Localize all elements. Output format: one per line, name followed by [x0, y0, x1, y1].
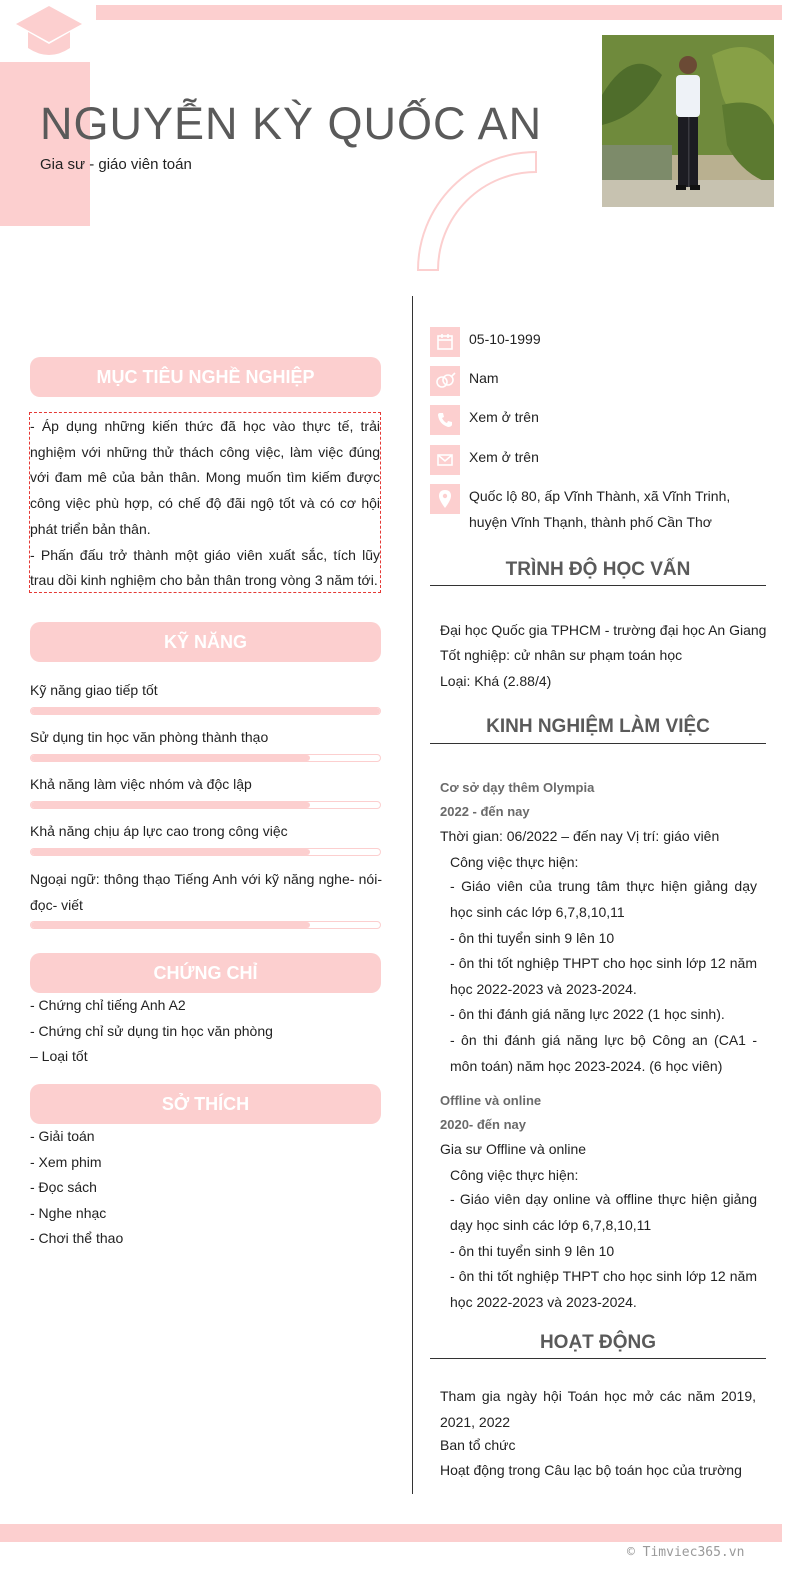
job-company: Offline và online: [440, 1093, 542, 1108]
skill-level-fill: [31, 849, 310, 855]
skill-level-fill: [31, 708, 380, 714]
skill-label: Khả năng chịu áp lực cao trong công việc: [30, 823, 288, 839]
hobby-line: - Xem phim: [30, 1154, 102, 1170]
objective-text-box[interactable]: [29, 412, 381, 593]
phone-value: Xem ở trên: [469, 409, 539, 425]
job-summary: Gia sư Offline và online: [440, 1141, 587, 1157]
education-line: Đại học Quốc gia TPHCM - trường đại học An Giang: [440, 622, 767, 638]
skill-level-fill: [31, 755, 310, 761]
skill-label: Khả năng làm việc nhóm và độc lập: [30, 776, 252, 792]
bottom-accent-bar: [0, 1524, 782, 1542]
job-duties-label: Công việc thực hiện:: [450, 854, 579, 870]
watermark: © Timviec365.vn: [627, 1545, 745, 1560]
top-accent-bar: [96, 5, 782, 20]
gender-value: Nam: [469, 370, 499, 386]
skill-label: Kỹ năng giao tiếp tốt: [30, 682, 158, 698]
column-divider: [412, 296, 413, 1494]
profile-photo: [602, 35, 774, 207]
education-line: Tốt nghiệp: cử nhân sư phạm toán học: [440, 647, 683, 663]
job-period: 2020- đến nay: [440, 1117, 526, 1132]
phone-icon: [430, 405, 460, 435]
section-header-activities: HOẠT ĐỘNG: [539, 1332, 657, 1353]
section-header-certificates: CHỨNG CHỈ: [30, 953, 381, 993]
objective-paragraph-1: - Áp dụng những kiến thức đã học vào thực tế, trải nghiệm với những thử thách công việc, làm việc đúng với đam mê của bản thân. Mong muốn tìm kiếm được công việc phù hợp, có chế độ đãi ngộ tốt và có cơ hội phát triển bản thân.: [30, 418, 380, 537]
job-duty: - ôn thi tốt nghiệp THPT cho học sinh lớp 12 năm học 2022-2023 và 2023-2024.: [450, 1268, 757, 1310]
section-header-experience: KINH NGHIỆM LÀM VIỆC: [486, 716, 710, 737]
section-header-education: TRÌNH ĐỘ HỌC VẤN: [505, 559, 691, 580]
job-duty: - ôn thi đánh giá năng lực 2022 (1 học sinh).: [450, 1006, 725, 1022]
skill-level-fill: [31, 922, 310, 928]
location-pin-icon: [430, 484, 460, 514]
certificate-line: - Chứng chỉ sử dụng tin học văn phòng: [30, 1023, 273, 1039]
skill-label: Sử dụng tin học văn phòng thành thạo: [30, 729, 269, 745]
job-duties-label: Công việc thực hiện:: [450, 1167, 579, 1183]
activity-line: Tham gia ngày hội Toán học mở các năm 2019, 2021, 2022: [440, 1388, 756, 1430]
job-title: Gia sư - giáo viên toán: [40, 156, 192, 173]
address-value: [469, 484, 730, 535]
graduation-cap-icon: [14, 4, 84, 62]
skill-level-bar: [30, 921, 381, 929]
skill-label: Ngoại ngữ: thông thạo Tiếng Anh với kỹ năng nghe- nói- đọc- viết: [30, 871, 382, 913]
job-duty: - ôn thi đánh giá năng lực bộ Công an (CA1 - môn toán) năm học 2023-2024. (6 học viên): [450, 1032, 757, 1074]
activity-line: Ban tổ chức: [440, 1437, 516, 1453]
education-line: Loại: Khá (2.88/4): [440, 673, 552, 689]
section-underline: [430, 1358, 766, 1359]
hobby-line: - Giải toán: [30, 1128, 95, 1144]
section-header-skills: KỸ NĂNG: [30, 622, 381, 662]
email-icon: [430, 445, 460, 475]
job-duty: - Giáo viên dạy online và offline thực hiện giảng dạy học sinh các lớp 6,7,8,10,11: [450, 1191, 757, 1233]
calendar-icon: [430, 327, 460, 357]
skill-level-fill: [31, 802, 310, 808]
gender-icon: [430, 366, 460, 396]
arc-decoration: [416, 150, 538, 272]
hobby-line: - Đọc sách: [30, 1179, 97, 1195]
address-line-1: Quốc lộ 80, ấp Vĩnh Thành, xã Vĩnh Trinh,: [469, 488, 731, 504]
hobby-line: - Nghe nhạc: [30, 1205, 107, 1221]
section-header-hobbies: SỞ THÍCH: [30, 1084, 381, 1124]
job-duty: - ôn thi tốt nghiệp THPT cho học sinh lớp 12 năm học 2022-2023 và 2023-2024.: [450, 955, 757, 997]
job-period: 2022 - đến nay: [440, 804, 530, 819]
skill-level-bar: [30, 707, 381, 715]
hobby-line: - Chơi thể thao: [30, 1230, 124, 1246]
address-line-2: huyện Vĩnh Thạnh, thành phố Cần Thơ: [469, 513, 712, 530]
section-header-objective: MỤC TIÊU NGHỀ NGHIỆP: [30, 357, 381, 397]
certificate-line: - Chứng chỉ tiếng Anh A2: [30, 997, 186, 1013]
candidate-name: NGUYỄN KỲ QUỐC AN: [40, 98, 543, 149]
job-duty: - ôn thi tuyển sinh 9 lên 10: [450, 930, 615, 946]
birthday-value: 05-10-1999: [469, 331, 541, 347]
job-duty: - ôn thi tuyển sinh 9 lên 10: [450, 1243, 615, 1259]
job-duty: - Giáo viên của trung tâm thực hiện giảng dạy học sinh các lớp 6,7,8,10,11: [450, 878, 757, 920]
objective-paragraph-2: - Phấn đấu trở thành một giáo viên xuất sắc, tích lũy trau dồi kinh nghiệm cho bản thân trong vòng 3 năm tới.: [30, 546, 380, 589]
email-value: Xem ở trên: [469, 449, 539, 465]
certificate-line: – Loại tốt: [30, 1048, 88, 1064]
skill-level-bar: [30, 801, 381, 809]
section-underline: [430, 585, 766, 586]
section-underline: [430, 743, 766, 744]
skill-level-bar: [30, 848, 381, 856]
activity-line: Hoạt động trong Câu lạc bộ toán học của trường: [440, 1462, 742, 1478]
job-company: Cơ sở dạy thêm Olympia: [440, 780, 595, 795]
job-summary: Thời gian: 06/2022 – đến nay Vị trí: giáo viên: [440, 828, 720, 844]
skill-level-bar: [30, 754, 381, 762]
